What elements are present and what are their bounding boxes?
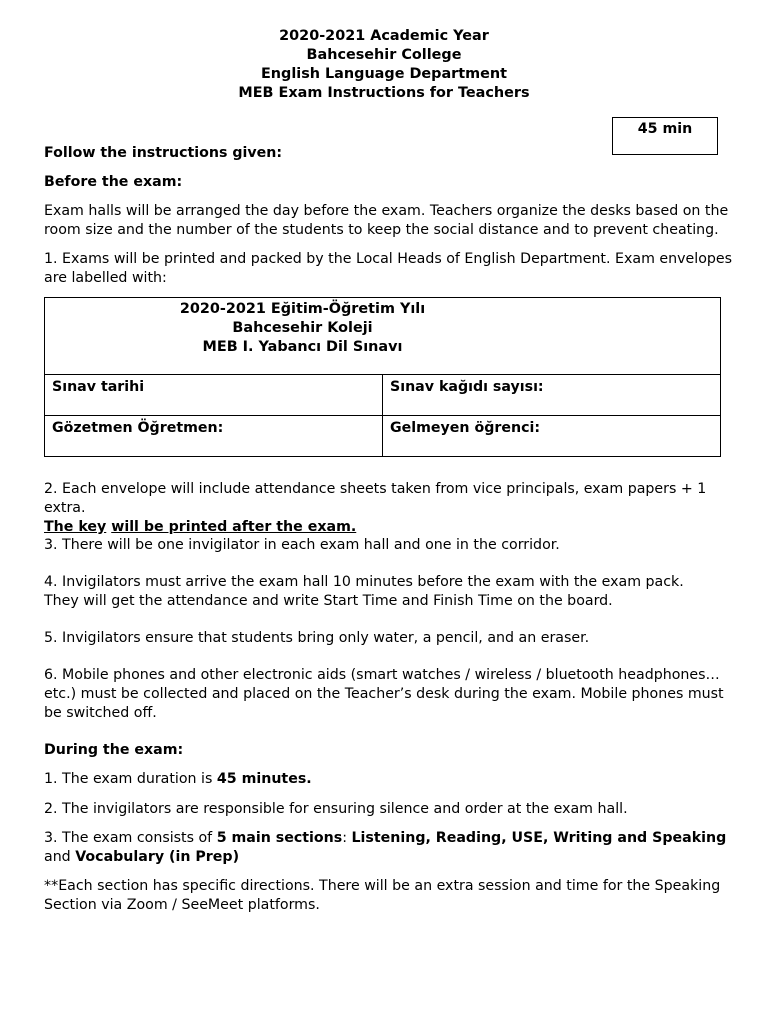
before-item-2-key-note — [44, 518, 744, 537]
section-list: Listening, Reading, USE, Writing and Speaking — [351, 830, 727, 846]
during-exam-heading: During the exam: — [44, 742, 184, 758]
key-label: The key — [44, 519, 107, 535]
before-item-4-line-1: 4. Invigilators must arrive the exam hall 10 minutes before the exam with the exam pack. — [44, 574, 684, 590]
before-exam-heading: Before the exam: — [44, 174, 183, 190]
cell-paper-count: Sınav kağıdı sayısı: — [383, 375, 721, 416]
envelope-title-cell — [45, 298, 721, 375]
envelope-title-school: Bahcesehir Koleji — [232, 320, 373, 336]
during-item-1-text: 1. The exam duration is — [44, 771, 217, 787]
before-item-4-line-2: They will get the attendance and write Start Time and Finish Time on the board. — [44, 593, 613, 609]
exam-halls-paragraph: Exam halls will be arranged the day before the exam. Teachers organize the desks based on the room size and the number of the students to keep the social distance and to prevent cheating. — [44, 203, 729, 238]
during-item-1 — [44, 770, 744, 789]
document-header — [0, 27, 768, 103]
during-item-2: 2. The invigilators are responsible for ensuring silence and order at the exam hall. — [44, 801, 628, 817]
during-item-3-text: 3. The exam consists of — [44, 830, 217, 846]
vocabulary-section: Vocabulary (in Prep) — [75, 849, 240, 865]
before-item-3: 3. There will be one invigilator in each exam hall and one in the corridor. — [44, 537, 560, 553]
during-item-3-and: and — [44, 849, 76, 865]
during-item-3 — [44, 829, 744, 867]
before-item-6: 6. Mobile phones and other electronic aids (smart watches / wireless / bluetooth headphones…etc.) must be collected and placed on the Teacher’s desk during the exam. Mobile phones must be switched off. — [44, 667, 724, 721]
header-academic-year: 2020-2021 Academic Year — [279, 28, 489, 44]
key-after-exam: will be printed after the exam. — [111, 519, 357, 535]
before-item-5: 5. Invigilators ensure that students bring only water, a pencil, and an eraser. — [44, 630, 590, 646]
cell-absent-student: Gelmeyen öğrenci: — [383, 416, 721, 457]
duration-box: 45 min — [612, 117, 718, 155]
before-item-1: 1. Exams will be printed and packed by the Local Heads of English Department. Exam envelopes are labelled with: — [44, 251, 732, 286]
exam-duration-value: 45 minutes. — [216, 771, 312, 787]
speaking-section-note: **Each section has specific directions. There will be an extra session and time for the Speaking Section via Zoom / SeeMeet platforms. — [44, 878, 721, 913]
envelope-label-table — [44, 297, 721, 457]
during-item-3-colon: : — [342, 830, 352, 846]
envelope-title-exam: MEB I. Yabancı Dil Sınavı — [202, 339, 403, 355]
header-title: MEB Exam Instructions for Teachers — [238, 85, 530, 101]
cell-invigilator: Gözetmen Öğretmen: — [45, 416, 383, 457]
before-item-2-text: 2. Each envelope will include attendance sheets taken from vice principals, exam papers + 1 extra. — [44, 481, 707, 516]
main-sections-count: 5 main sections — [216, 830, 343, 846]
header-college: Bahcesehir College — [306, 47, 462, 63]
header-department: English Language Department — [260, 66, 508, 82]
before-item-2 — [44, 480, 744, 537]
follow-instructions-heading: Follow the instructions given: — [44, 145, 283, 161]
cell-exam-date: Sınav tarihi — [45, 375, 383, 416]
envelope-title-year: 2020-2021 Eğitim-Öğretim Yılı — [179, 301, 426, 317]
before-item-4 — [44, 573, 744, 611]
